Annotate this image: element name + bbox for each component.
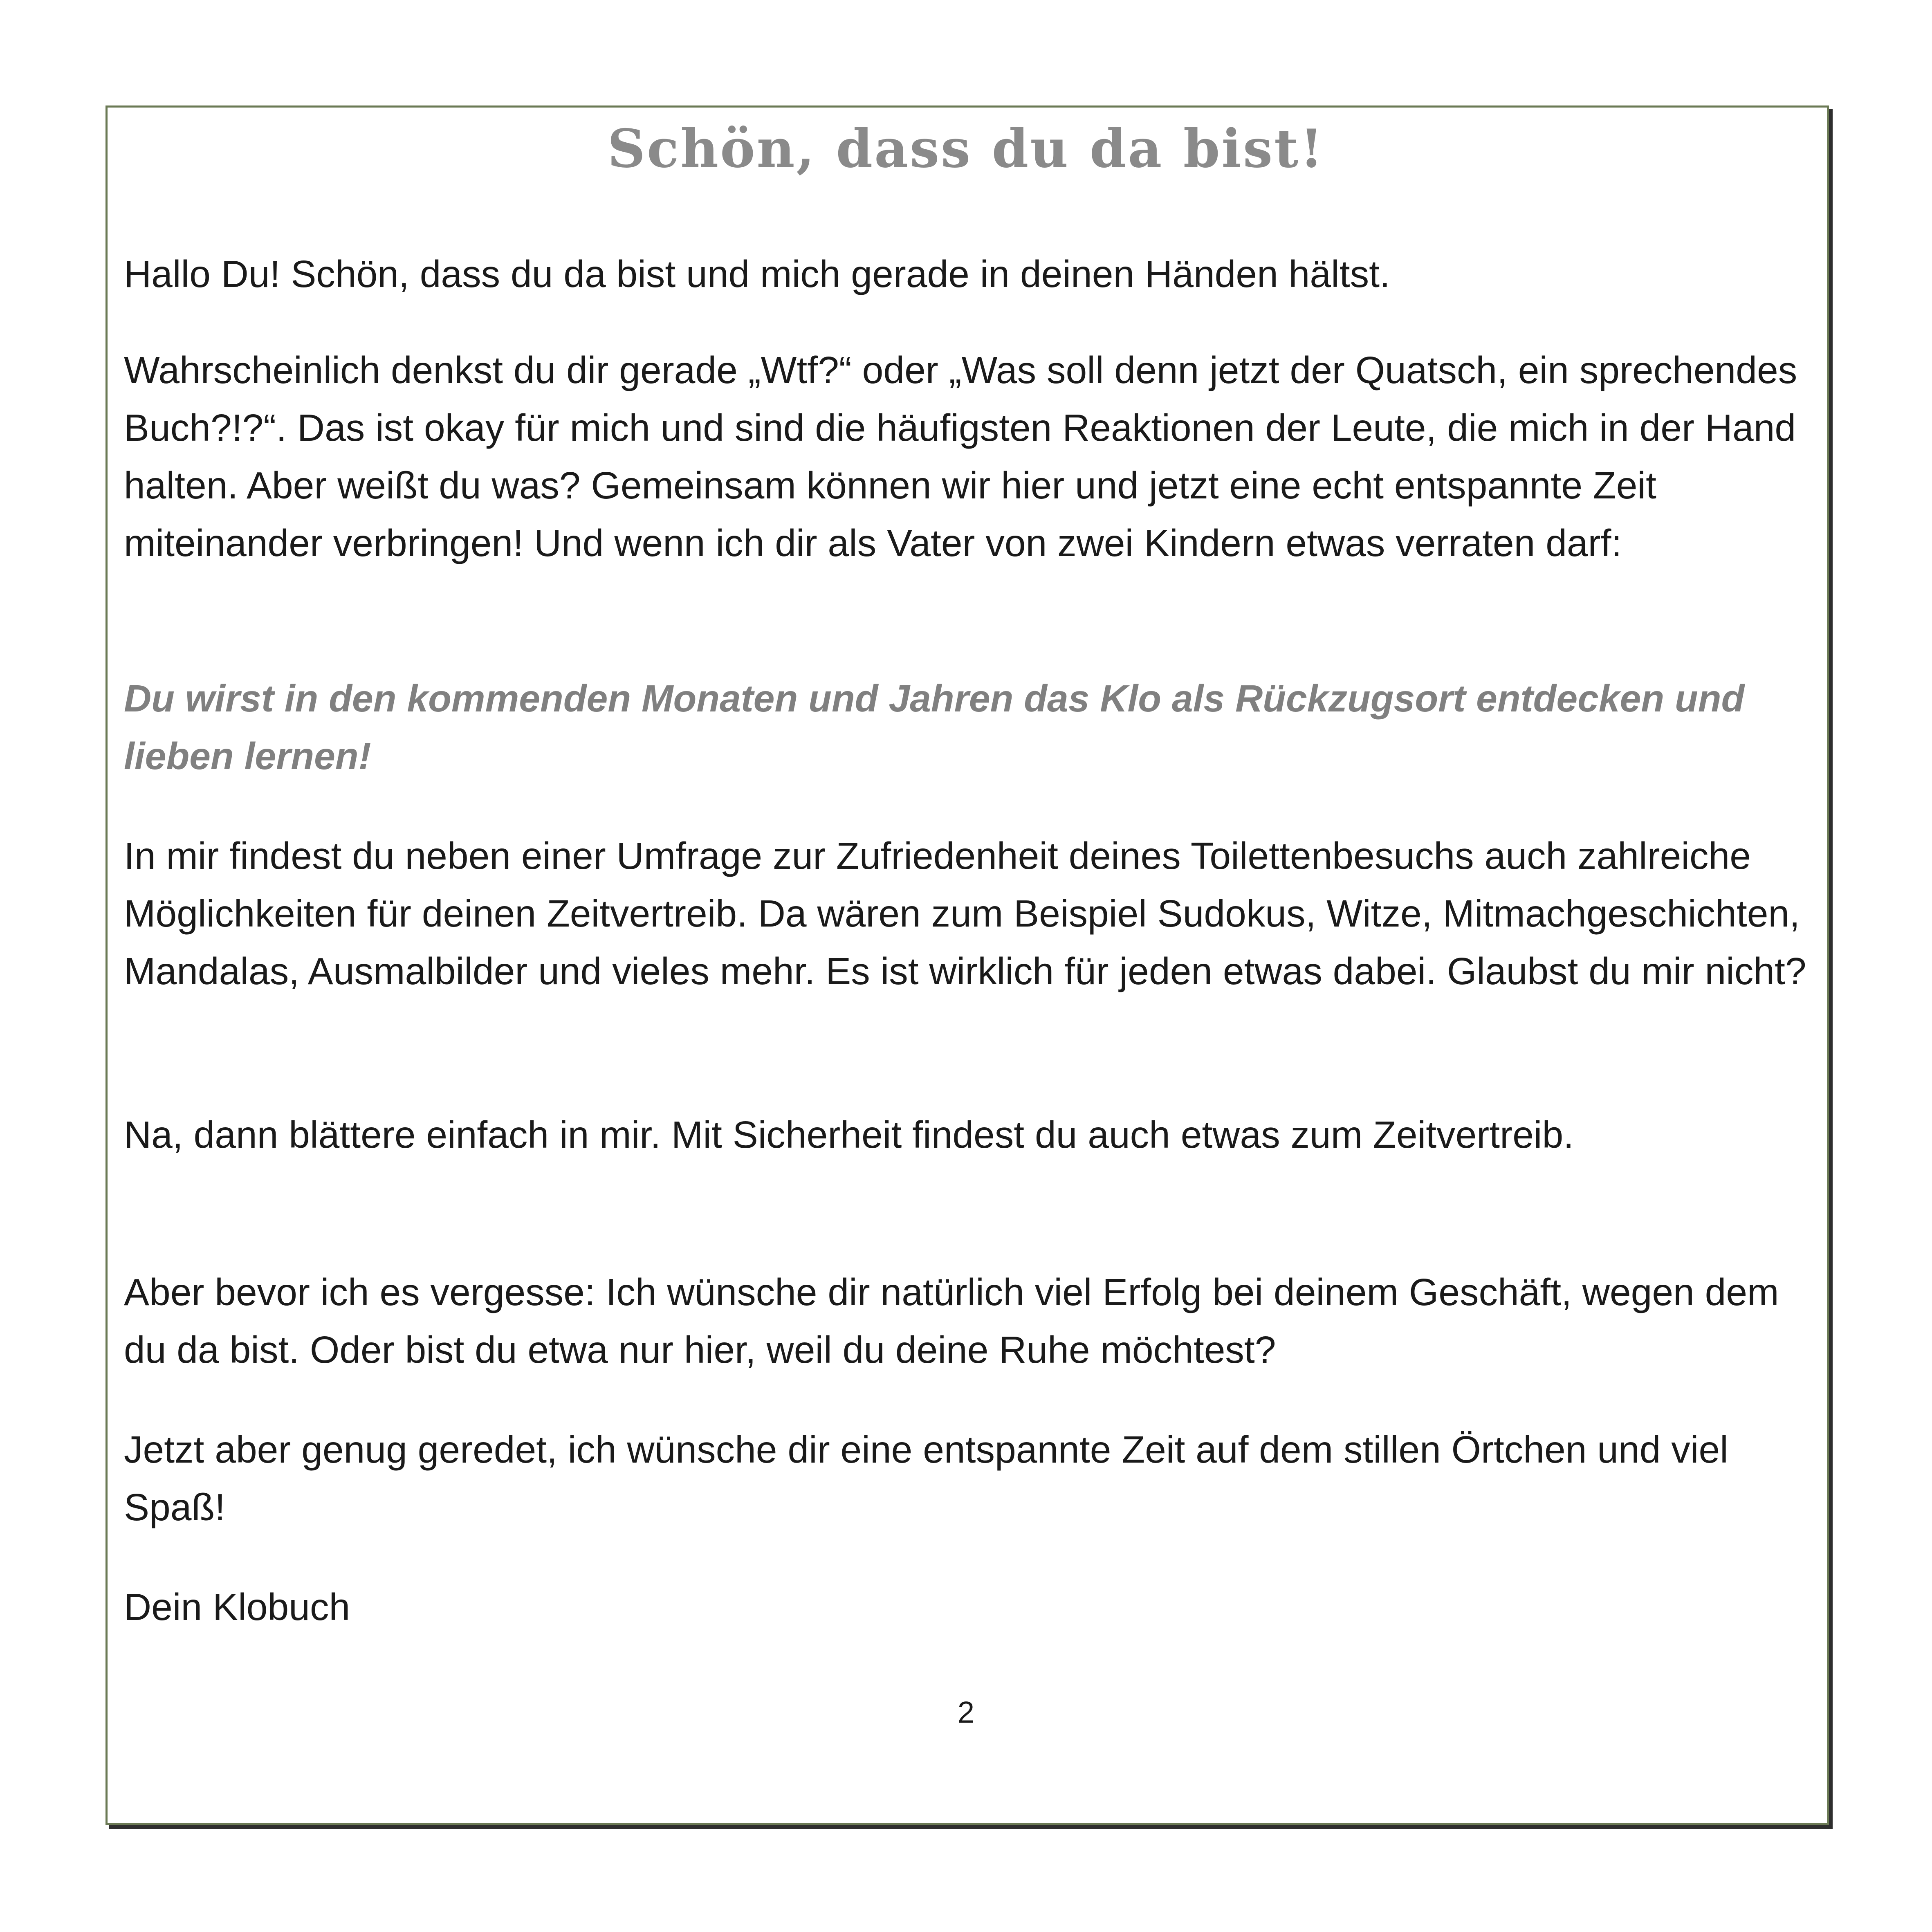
paragraph-wishes: Aber bevor ich es vergesse: Ich wünsche dir natürlich viel Erfolg bei deinem Geschäft, wegen dem du da bist. Oder bist du etwa nur hier, weil du deine Ruhe möchtest?	[124, 1271, 1779, 1371]
paragraph-closing: Jetzt aber genug geredet, ich wünsche dir eine entspannte Zeit auf dem stillen Örtchen und viel Spaß!	[124, 1428, 1728, 1528]
paragraph-contents: In mir findest du neben einer Umfrage zur Zufriedenheit deines Toilettenbesuchs auch zahlreiche Möglichkeiten für deinen Zeitvertreib. Da wären zum Beispiel Sudokus, Witze, Mitmachgeschichten, Mandalas, Ausmalbilder und vieles mehr. Es ist wirklich für jeden etwas dabei. Glaubst du mir nicht?	[124, 835, 1806, 992]
page-title: Schön, dass du da bist!	[607, 118, 1325, 180]
page-number: 2	[957, 1695, 975, 1729]
signature: Dein Klobuch	[124, 1586, 350, 1628]
paragraph-intro: Wahrscheinlich denkst du dir gerade „Wtf?“ oder „Was soll denn jetzt der Quatsch, ein sprechendes Buch?!?“. Das ist okay für mich und sind die häufigsten Reaktionen der Leute, die mich in der Hand halten. Aber weißt du was? Gemeinsam können wir hier und jetzt eine echt entspannte Zeit miteinander verbringen! Und wenn ich dir als Vater von zwei Kindern etwas verraten darf:	[124, 349, 1797, 564]
paragraph-browse: Na, dann blättere einfach in mir. Mit Sicherheit findest du auch etwas zum Zeitvertreib.	[124, 1113, 1574, 1156]
paragraph-greeting: Hallo Du! Schön, dass du da bist und mich gerade in deinen Händen hältst.	[124, 253, 1390, 295]
paragraph-emphasis: Du wirst in den kommenden Monaten und Jahren das Klo als Rückzugsort entdecken und lieben lernen!	[124, 677, 1745, 777]
